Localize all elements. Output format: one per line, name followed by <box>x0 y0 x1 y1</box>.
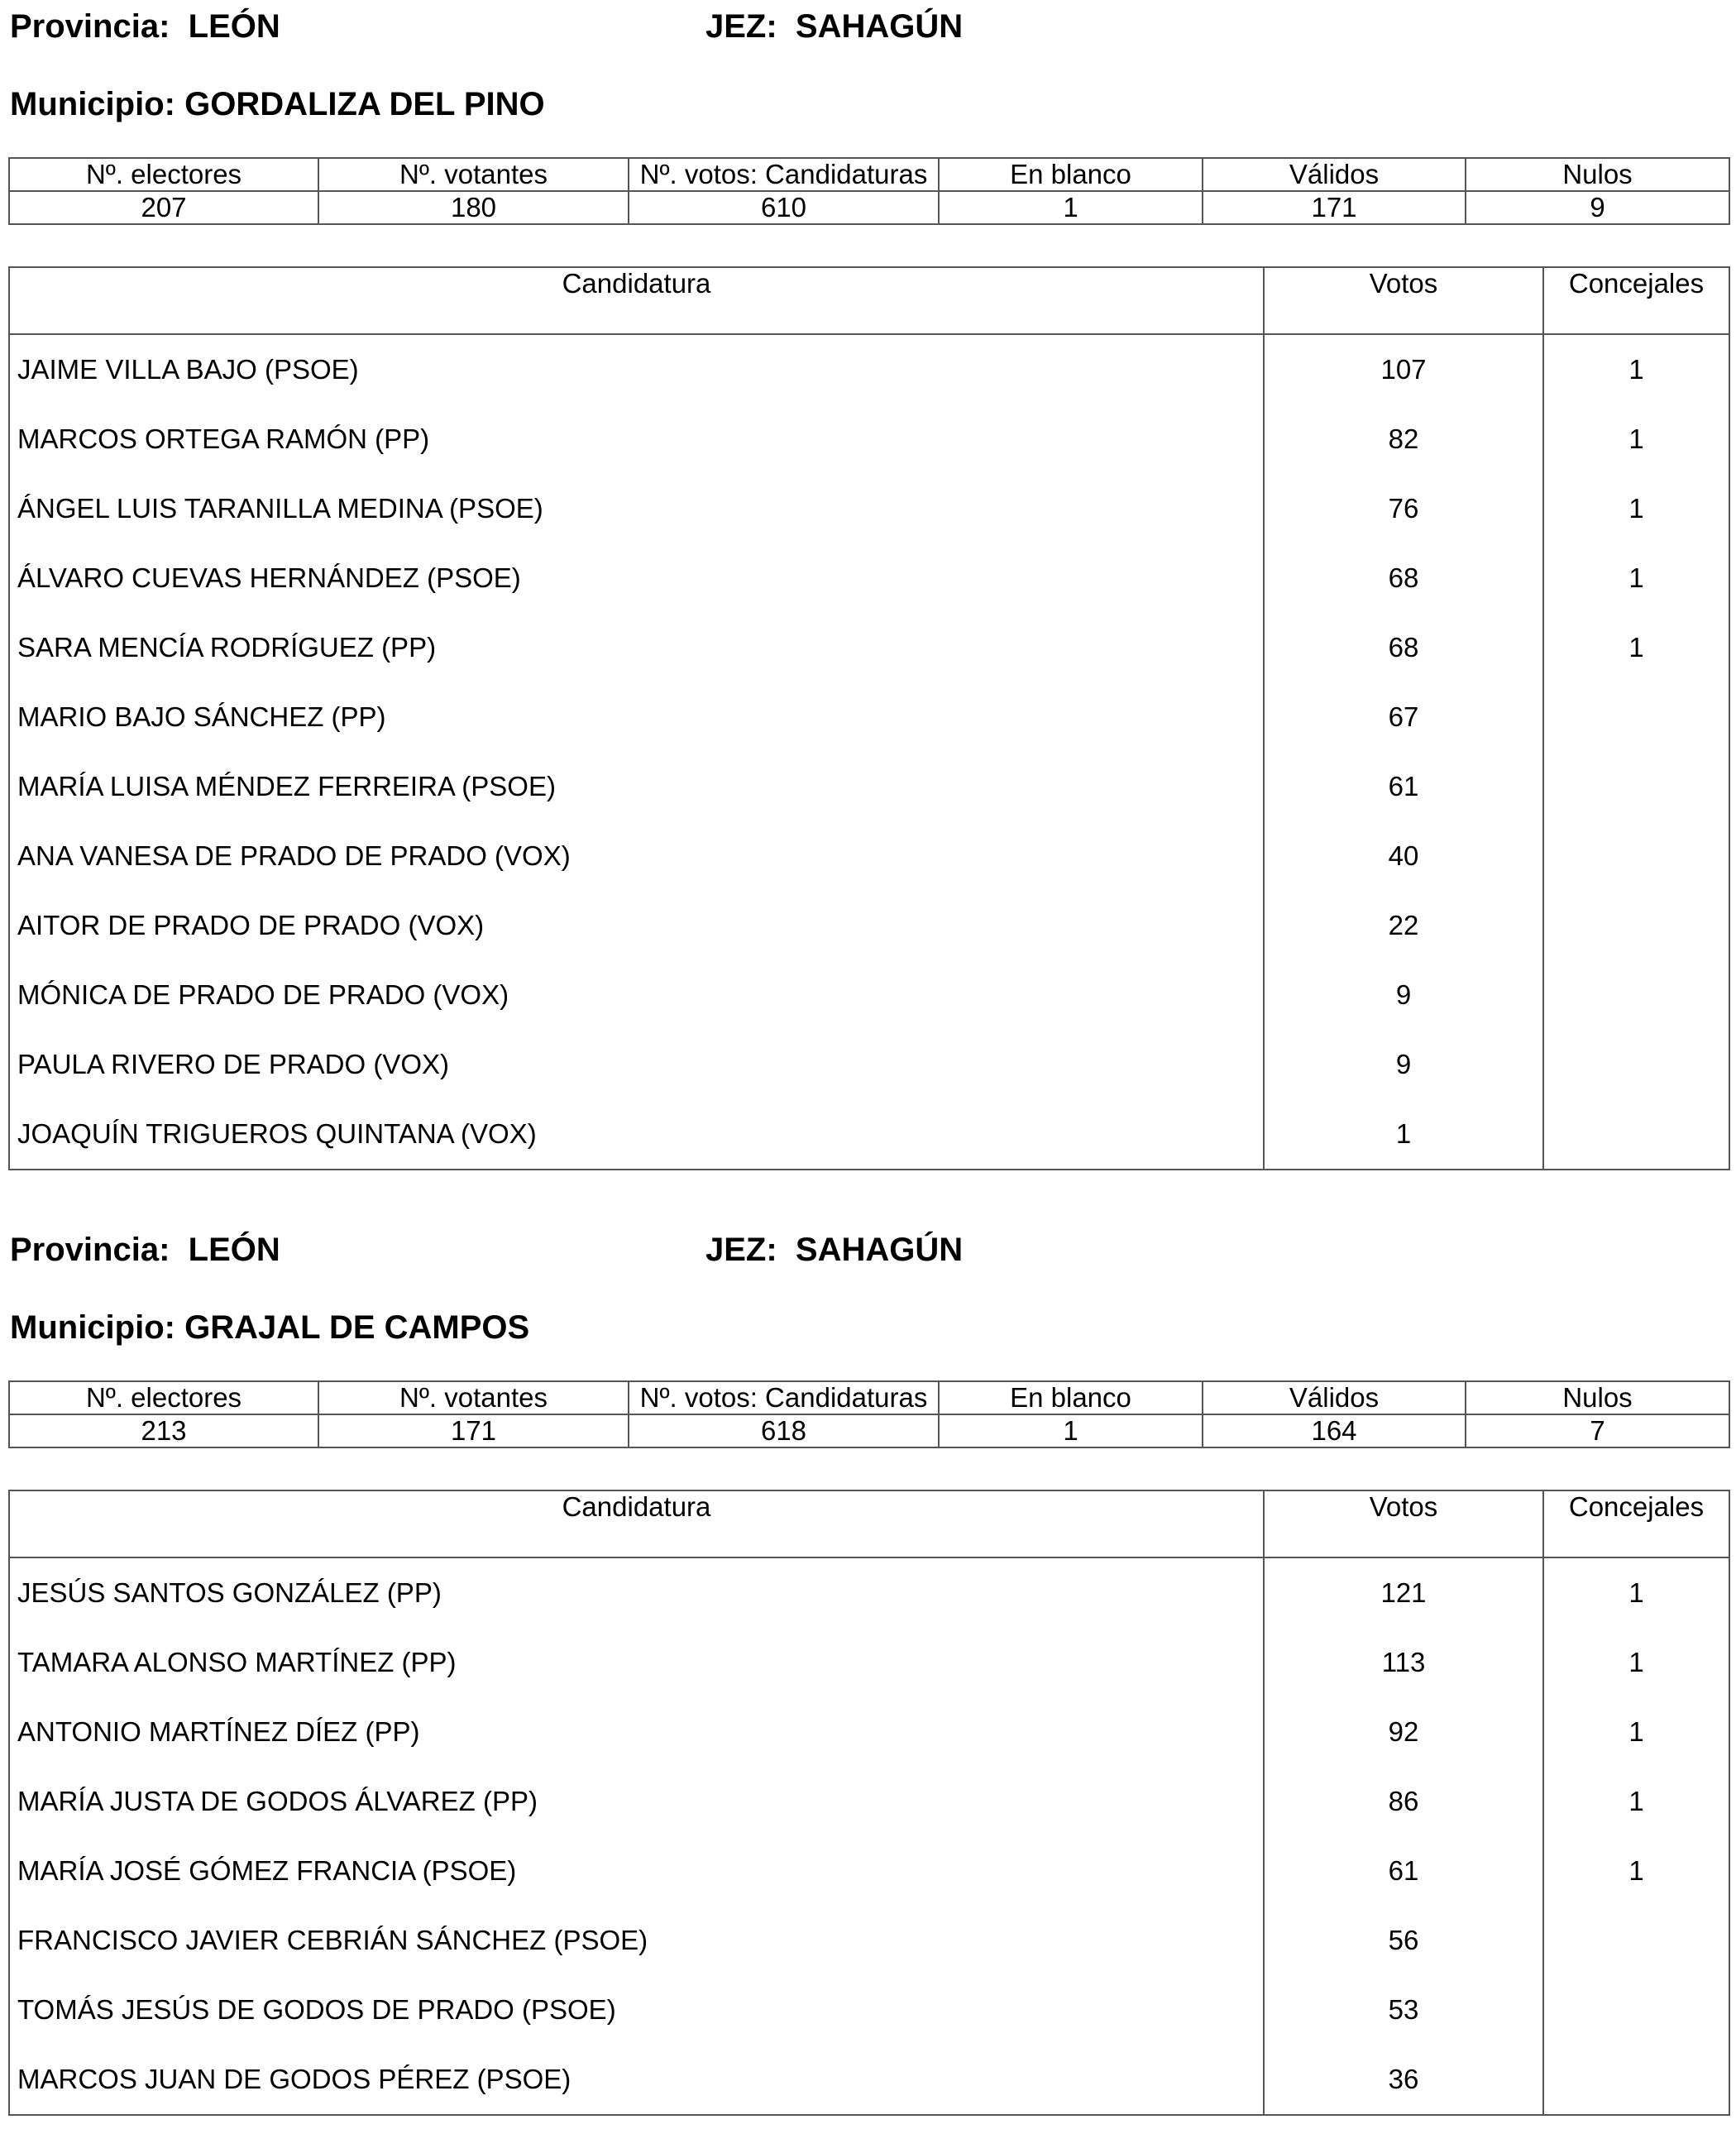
stats-value-cell: 9 <box>1466 191 1729 224</box>
candidate-name: SARA MENCÍA RODRÍGUEZ (PP) <box>9 613 1264 682</box>
candidate-seats: 1 <box>1543 1557 1729 1628</box>
candidate-seats: 1 <box>1543 474 1729 543</box>
candidate-name: ANTONIO MARTÍNEZ DÍEZ (PP) <box>9 1697 1264 1767</box>
stats-value-cell: 171 <box>318 1414 629 1447</box>
municipio-label: Municipio: <box>10 86 175 122</box>
candidatura-header: Candidatura <box>9 1490 1264 1557</box>
candidate-votes: 76 <box>1264 474 1543 543</box>
stats-header-row <box>9 158 1729 191</box>
candidate-seats <box>1543 1906 1729 1975</box>
candidates-header-row <box>9 1490 1729 1557</box>
table-row <box>9 1557 1729 1628</box>
candidate-votes: 61 <box>1264 1836 1543 1906</box>
table-row <box>9 1767 1729 1836</box>
stats-value-cell: 7 <box>1466 1414 1729 1447</box>
candidate-name: MARCOS ORTEGA RAMÓN (PP) <box>9 404 1264 474</box>
candidate-name: JESÚS SANTOS GONZÁLEZ (PP) <box>9 1557 1264 1628</box>
candidate-votes: 82 <box>1264 404 1543 474</box>
provincia-label: Provincia: <box>10 1232 170 1268</box>
stats-table <box>8 1380 1730 1448</box>
stats-header-cell: Nº. votos: Candidaturas <box>629 158 939 191</box>
candidate-votes: 107 <box>1264 334 1543 404</box>
stats-value-cell: 207 <box>9 191 318 224</box>
stats-header-cell: Nº. votos: Candidaturas <box>629 1381 939 1414</box>
candidate-seats <box>1543 821 1729 891</box>
table-row <box>9 404 1729 474</box>
table-row <box>9 1906 1729 1975</box>
candidates-table <box>8 1490 1730 2116</box>
table-row <box>9 1697 1729 1767</box>
provincia-heading <box>10 1230 280 1270</box>
table-row <box>9 1836 1729 1906</box>
stats-header-cell: Nº. electores <box>9 1381 318 1414</box>
stats-header-cell: Válidos <box>1203 158 1466 191</box>
candidate-votes: 56 <box>1264 1906 1543 1975</box>
stats-value-cell: 610 <box>629 191 939 224</box>
candidate-name: ÁLVARO CUEVAS HERNÁNDEZ (PSOE) <box>9 543 1264 613</box>
table-row <box>9 960 1729 1030</box>
candidate-votes: 40 <box>1264 821 1543 891</box>
stats-value-cell: 1 <box>939 1414 1203 1447</box>
candidate-name: MARCOS JUAN DE GODOS PÉREZ (PSOE) <box>9 2045 1264 2115</box>
stats-value-row <box>9 191 1729 224</box>
candidate-seats <box>1543 2045 1729 2115</box>
table-row <box>9 752 1729 821</box>
provincia-value: LEÓN <box>188 8 280 45</box>
candidate-votes: 36 <box>1264 2045 1543 2115</box>
stats-header-cell: Nº. electores <box>9 158 318 191</box>
table-row <box>9 613 1729 682</box>
concejales-header: Concejales <box>1543 267 1729 334</box>
candidate-votes: 121 <box>1264 1557 1543 1628</box>
candidate-seats: 1 <box>1543 543 1729 613</box>
candidate-seats <box>1543 1030 1729 1099</box>
table-row <box>9 1099 1729 1170</box>
candidate-name: TAMARA ALONSO MARTÍNEZ (PP) <box>9 1628 1264 1697</box>
provincia-heading <box>10 7 280 46</box>
table-row <box>9 891 1729 960</box>
candidate-name: AITOR DE PRADO DE PRADO (VOX) <box>9 891 1264 960</box>
candidate-name: TOMÁS JESÚS DE GODOS DE PRADO (PSOE) <box>9 1975 1264 2045</box>
votos-header: Votos <box>1264 267 1543 334</box>
stats-value-cell: 618 <box>629 1414 939 1447</box>
stats-value-cell: 213 <box>9 1414 318 1447</box>
candidate-votes: 1 <box>1264 1099 1543 1170</box>
table-row <box>9 1975 1729 2045</box>
candidate-votes: 9 <box>1264 1030 1543 1099</box>
municipio-heading <box>10 1308 529 1347</box>
jez-value: SAHAGÚN <box>795 8 964 45</box>
candidate-seats: 1 <box>1543 334 1729 404</box>
stats-header-cell: Nº. votantes <box>318 158 629 191</box>
candidate-seats <box>1543 891 1729 960</box>
candidate-name: MARÍA LUISA MÉNDEZ FERREIRA (PSOE) <box>9 752 1264 821</box>
candidate-name: JAIME VILLA BAJO (PSOE) <box>9 334 1264 404</box>
stats-header-cell: En blanco <box>939 158 1203 191</box>
table-row <box>9 821 1729 891</box>
candidate-seats: 1 <box>1543 1767 1729 1836</box>
candidate-votes: 61 <box>1264 752 1543 821</box>
candidate-seats <box>1543 682 1729 752</box>
concejales-header: Concejales <box>1543 1490 1729 1557</box>
stats-value-cell: 180 <box>318 191 629 224</box>
candidate-votes: 53 <box>1264 1975 1543 2045</box>
candidate-name: MARÍA JUSTA DE GODOS ÁLVAREZ (PP) <box>9 1767 1264 1836</box>
candidate-name: PAULA RIVERO DE PRADO (VOX) <box>9 1030 1264 1099</box>
jez-label: JEZ: <box>705 1232 777 1268</box>
stats-header-cell: Nulos <box>1466 1381 1729 1414</box>
table-row <box>9 2045 1729 2115</box>
municipio-value: GORDALIZA DEL PINO <box>184 86 545 122</box>
candidate-votes: 68 <box>1264 543 1543 613</box>
candidate-votes: 22 <box>1264 891 1543 960</box>
municipio-heading <box>10 84 545 124</box>
candidate-seats: 1 <box>1543 1628 1729 1697</box>
stats-header-cell: Nº. votantes <box>318 1381 629 1414</box>
candidate-seats: 1 <box>1543 1836 1729 1906</box>
table-row <box>9 543 1729 613</box>
provincia-label: Provincia: <box>10 8 170 45</box>
candidate-name: FRANCISCO JAVIER CEBRIÁN SÁNCHEZ (PSOE) <box>9 1906 1264 1975</box>
candidate-seats <box>1543 752 1729 821</box>
candidate-votes: 9 <box>1264 960 1543 1030</box>
votos-header: Votos <box>1264 1490 1543 1557</box>
candidate-votes: 68 <box>1264 613 1543 682</box>
stats-header-row <box>9 1381 1729 1414</box>
table-row <box>9 334 1729 404</box>
jez-heading <box>705 7 963 46</box>
jez-heading <box>705 1230 963 1270</box>
table-row <box>9 474 1729 543</box>
candidates-table <box>8 266 1730 1170</box>
stats-value-cell: 164 <box>1203 1414 1466 1447</box>
candidate-seats: 1 <box>1543 1697 1729 1767</box>
municipio-label: Municipio: <box>10 1309 175 1346</box>
jez-label: JEZ: <box>705 8 777 45</box>
candidate-name: ÁNGEL LUIS TARANILLA MEDINA (PSOE) <box>9 474 1264 543</box>
candidate-name: MARIO BAJO SÁNCHEZ (PP) <box>9 682 1264 752</box>
stats-header-cell: En blanco <box>939 1381 1203 1414</box>
table-row <box>9 682 1729 752</box>
municipio-value: GRAJAL DE CAMPOS <box>184 1309 530 1346</box>
candidate-seats: 1 <box>1543 613 1729 682</box>
candidate-seats: 1 <box>1543 404 1729 474</box>
stats-value-row <box>9 1414 1729 1447</box>
candidate-seats <box>1543 1975 1729 2045</box>
provincia-value: LEÓN <box>188 1232 280 1268</box>
table-row <box>9 1030 1729 1099</box>
stats-header-cell: Válidos <box>1203 1381 1466 1414</box>
table-row <box>9 1628 1729 1697</box>
candidate-votes: 92 <box>1264 1697 1543 1767</box>
candidate-seats <box>1543 960 1729 1030</box>
candidates-header-row <box>9 267 1729 334</box>
candidate-seats <box>1543 1099 1729 1170</box>
stats-value-cell: 171 <box>1203 191 1466 224</box>
candidatura-header: Candidatura <box>9 267 1264 334</box>
stats-value-cell: 1 <box>939 191 1203 224</box>
candidate-votes: 67 <box>1264 682 1543 752</box>
candidate-votes: 86 <box>1264 1767 1543 1836</box>
candidate-name: MÓNICA DE PRADO DE PRADO (VOX) <box>9 960 1264 1030</box>
candidate-name: MARÍA JOSÉ GÓMEZ FRANCIA (PSOE) <box>9 1836 1264 1906</box>
stats-table <box>8 157 1730 225</box>
candidate-name: JOAQUÍN TRIGUEROS QUINTANA (VOX) <box>9 1099 1264 1170</box>
stats-header-cell: Nulos <box>1466 158 1729 191</box>
jez-value: SAHAGÚN <box>795 1232 964 1268</box>
candidate-votes: 113 <box>1264 1628 1543 1697</box>
candidate-name: ANA VANESA DE PRADO DE PRADO (VOX) <box>9 821 1264 891</box>
